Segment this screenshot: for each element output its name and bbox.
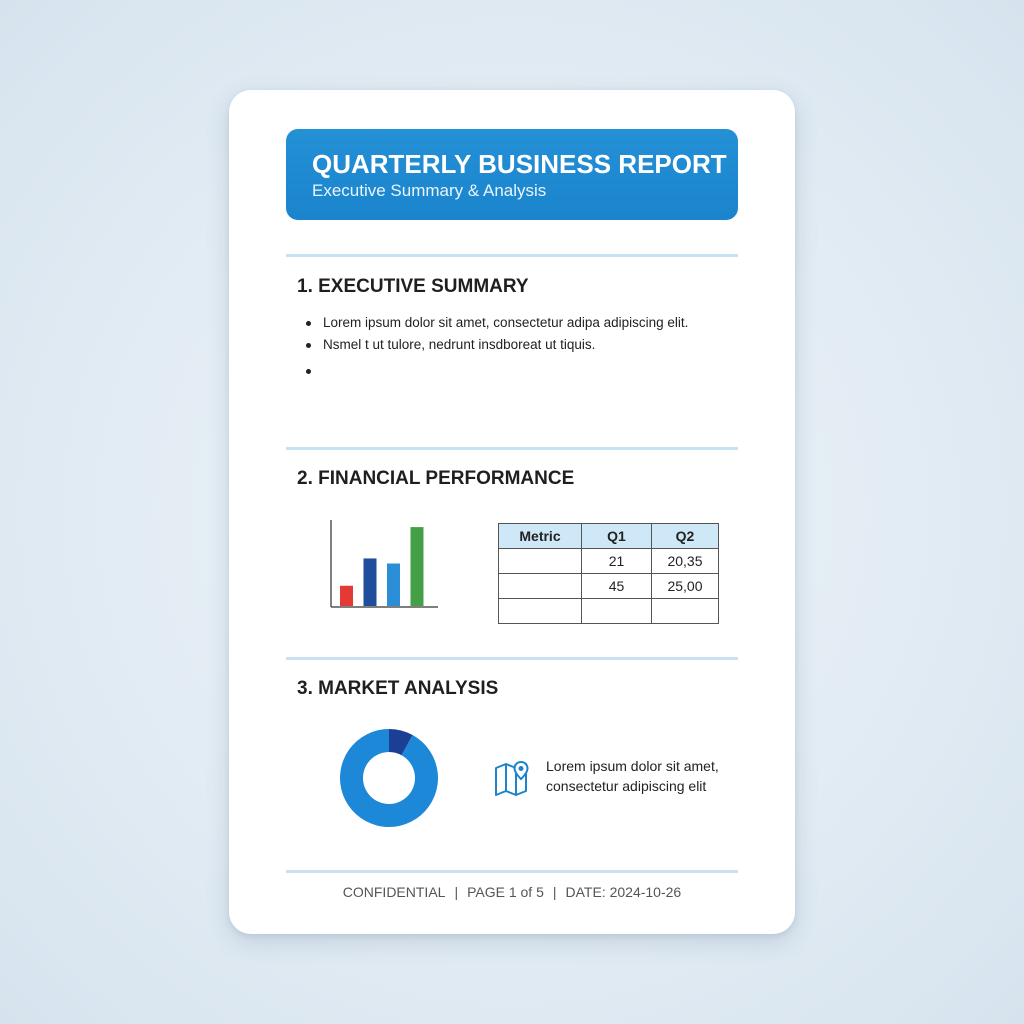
table-cell: [652, 599, 719, 624]
table-header-cell: Q1: [582, 524, 652, 549]
financial-bar-chart: [328, 520, 443, 610]
section-title-executive-summary: 1. EXECUTIVE SUMMARY: [297, 276, 529, 297]
table-cell: [499, 599, 582, 624]
market-donut-chart: [338, 727, 440, 829]
table-cell: [499, 549, 582, 574]
table-cell: [582, 599, 652, 624]
page-footer: CONFIDENTIAL | PAGE 1 of 5 | DATE: 2024-10-26: [342, 884, 682, 900]
report-card: [229, 90, 795, 934]
bar: [411, 527, 424, 606]
header-banner: [286, 129, 738, 220]
divider: [286, 870, 738, 873]
bar: [340, 586, 353, 606]
section-title-market-analysis: 3. MARKET ANALYSIS: [297, 678, 499, 699]
table-cell: 45: [582, 574, 652, 599]
executive-summary-list: [301, 313, 721, 383]
list-item: Lorem ipsum dolor sit amet, consectetur adipa adipiscing elit.: [301, 313, 721, 335]
footer-confidential: CONFIDENTIAL: [342, 884, 446, 900]
table-cell: 21: [582, 549, 652, 574]
financial-table: [498, 523, 719, 624]
table-header-row: [499, 524, 719, 549]
table-cell: 25,00: [652, 574, 719, 599]
table-row: [499, 574, 719, 599]
table-cell: [499, 574, 582, 599]
table-header-cell: Q2: [652, 524, 719, 549]
divider: [286, 254, 738, 257]
bar: [387, 564, 400, 606]
footer-date: DATE: 2024-10-26: [565, 884, 682, 900]
list-item: Nsmel t ut tulore, nedrunt insdboreat ut tiquis.: [301, 335, 721, 357]
map-pin-icon: [493, 758, 535, 798]
report-subtitle: Executive Summary & Analysis: [312, 181, 547, 200]
table-cell: 20,35: [652, 549, 719, 574]
list-item: [301, 361, 721, 383]
table-row: [499, 599, 719, 624]
table-row: [499, 549, 719, 574]
bar: [364, 558, 377, 606]
section-title-financial-performance: 2. FINANCIAL PERFORMANCE: [297, 468, 575, 489]
market-analysis-text: [546, 756, 719, 796]
divider: [286, 657, 738, 660]
market-text-line: Lorem ipsum dolor sit amet,: [546, 758, 719, 774]
footer-page-number: PAGE 1 of 5: [467, 884, 544, 900]
report-title: QUARTERLY BUSINESS REPORT: [312, 149, 727, 179]
divider: [286, 447, 738, 450]
table-header-cell: Metric: [499, 524, 582, 549]
market-text-line: consectetur adipiscing elit: [546, 778, 707, 794]
